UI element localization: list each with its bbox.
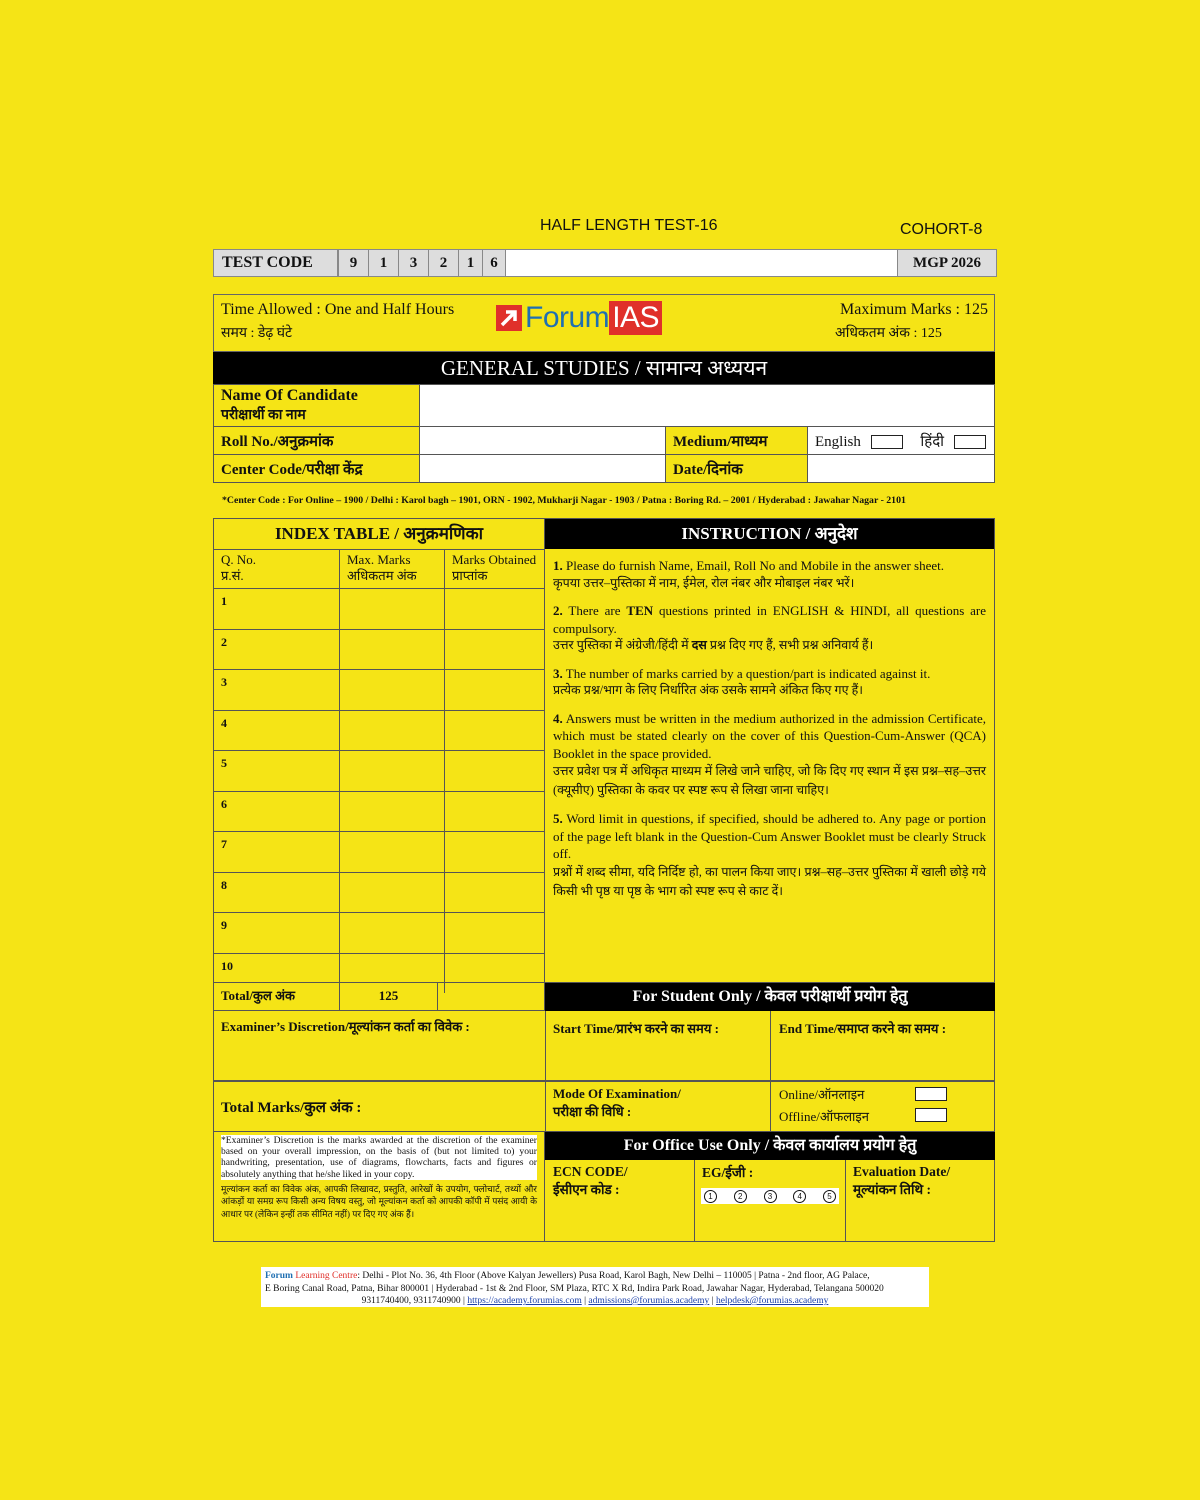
code-digit: 1	[458, 250, 482, 276]
question-number: 1	[214, 589, 340, 629]
question-number: 8	[214, 873, 340, 913]
eg-option-bubble[interactable]: 5	[823, 1190, 836, 1203]
forumias-logo	[496, 301, 662, 335]
test-title: HALF LENGTH TEST-16	[540, 217, 718, 234]
index-header-row	[214, 550, 544, 589]
top-info-box	[213, 294, 995, 352]
logo-arrow-icon	[496, 305, 522, 331]
index-rows	[214, 589, 544, 993]
discretion-note	[213, 1132, 545, 1242]
time-allowed-hindi: समय : डेढ़ घंटे	[221, 326, 293, 341]
max-marks-cell[interactable]	[340, 711, 445, 751]
marks-obtained-cell[interactable]	[445, 711, 544, 751]
divider	[845, 1160, 846, 1241]
medium-label: Medium/माध्यम	[666, 427, 808, 455]
examiner-discretion-label: Examiner’s Discretion/मूल्यांकन कर्ता का विवेक :	[221, 1019, 470, 1034]
program-label: MGP 2026	[897, 250, 996, 276]
discretion-row	[213, 1011, 995, 1081]
eg-option-bubble[interactable]: 2	[734, 1190, 747, 1203]
center-code-note: *Center Code : For Online – 1900 / Delhi : Karol bagh – 1901, ORN - 1902, Mukharji Nagar - 1903 / Patna : Boring Rd. – 2001 / Hyderabad : Jawahar Nagar - 2101	[222, 495, 906, 506]
footer-brand: Forum	[265, 1271, 293, 1281]
instruction-item: 3. The number of marks carried by a question/part is indicated against it. प्रत्येक प्रश्न/भाग के लिए निर्धारित अंक उसके सामने अंकित किए गए हैं।	[553, 665, 931, 697]
question-number: 4	[214, 711, 340, 751]
eg-options	[701, 1188, 839, 1204]
mode-label: Mode Of Examination/ परीक्षा की विधि :	[553, 1086, 681, 1119]
code-digit: 1	[368, 250, 398, 276]
logo-text-ias: IAS	[609, 301, 662, 335]
index-row	[214, 873, 544, 914]
logo-text-forum: Forum	[525, 301, 610, 334]
total-obtained-cell[interactable]	[438, 983, 544, 1010]
divider	[770, 1082, 771, 1132]
instruction-title: INSTRUCTION / अनुदेश	[545, 519, 994, 549]
question-number: 9	[214, 913, 340, 953]
total-mode-row	[213, 1081, 995, 1132]
center-label: Center Code/परीक्षा केंद्र	[214, 455, 420, 483]
index-row	[214, 630, 544, 671]
question-number: 7	[214, 832, 340, 872]
marks-obtained-cell[interactable]	[445, 792, 544, 832]
name-label-cell	[214, 385, 420, 427]
admissions-email-link[interactable]: admissions@forumias.academy	[588, 1296, 710, 1306]
instruction-item: 4. Answers must be written in the medium authorized in the admission Certificate, which must be stated clearly on the cover of this Question-Cum-Answer (QCA) Booklet in the space provided. उत्तर प्रवेश पत्र में अधिकृत माध्यम में लिखे जाने चाहिए, जो कि दिए गए स्थान में इस प्रश्न–सह–उत्तर (क्यूसीए) पुस्तिका के कवर पर स्पष्ट रूप से लिखा जाना चाहिए।	[553, 710, 986, 797]
eg-option-bubble[interactable]: 3	[764, 1190, 777, 1203]
index-row	[214, 792, 544, 833]
eg-option-bubble[interactable]: 4	[793, 1190, 806, 1203]
instruction-panel	[545, 518, 995, 983]
index-row	[214, 589, 544, 630]
test-code-bar	[213, 249, 997, 277]
max-marks: Maximum Marks : 125	[840, 301, 988, 318]
index-row	[214, 832, 544, 873]
start-time-label: Start Time/प्रारंभ करने का समय :	[553, 1021, 719, 1036]
hindi-option-label: हिंदी	[920, 433, 945, 450]
marks-obtained-cell[interactable]	[445, 630, 544, 670]
instruction-item: 2. There are TEN questions printed in ENGLISH & HINDI, all questions are compulsory. उत्तर पुस्तिका में अंग्रेजी/हिंदी में दस प्रश्न दिए गए हैं, सभी प्रश्न अनिवार्य हैं।	[553, 603, 987, 652]
academy-link[interactable]: https://academy.forumias.com	[467, 1296, 582, 1306]
marks-obtained-cell[interactable]	[445, 873, 544, 913]
index-row	[214, 913, 544, 954]
index-table	[213, 518, 545, 983]
index-row	[214, 711, 544, 752]
index-row	[214, 751, 544, 792]
max-marks-cell[interactable]	[340, 832, 445, 872]
marks-obtained-cell[interactable]	[445, 670, 544, 710]
max-marks-cell[interactable]	[340, 670, 445, 710]
end-time-label: End Time/समाप्त करने का समय :	[779, 1021, 947, 1036]
roll-label: Roll No./अनुक्रमांक	[214, 427, 420, 455]
footer-line-2: E Boring Canal Road, Patna, Bihar 800001 | Hyderabad - 1st & 2nd Floor, SM Plaza, RTC X Rd, Indira Park Road, Jawahar Nagar, Hyderabad, Telangana 500020	[265, 1283, 884, 1294]
medium-options	[808, 427, 995, 455]
subject-title: GENERAL STUDIES / सामान्य अध्ययन	[213, 352, 995, 384]
test-code-label: TEST CODE	[214, 250, 338, 276]
question-number: 5	[214, 751, 340, 791]
question-number: 10	[214, 954, 340, 994]
office-row	[545, 1160, 995, 1242]
evaluation-date-label: Evaluation Date/ मूल्यांकन तिथि :	[853, 1164, 951, 1197]
footer-brand-sub: Learning Centre	[295, 1271, 358, 1281]
index-total-row	[213, 983, 545, 1011]
max-marks-cell[interactable]	[340, 589, 445, 629]
helpdesk-email-link[interactable]: helpdesk@forumias.academy	[715, 1296, 829, 1306]
index-title: INDEX TABLE / अनुक्रमणिका	[214, 519, 544, 550]
footer-line-1: Forum Learning Centre: Delhi - Plot No. 36, 4th Floor (Above Kalyan Jewellers) Pusa Road, Karol Bagh, New Delhi – 110005 | Patna - 2nd floor, AG Palace,	[265, 1271, 870, 1281]
date-field[interactable]	[808, 455, 995, 483]
max-marks-cell[interactable]	[340, 913, 445, 953]
office-only-title: For Office Use Only / केवल कार्यालय प्रयोग हेतु	[545, 1132, 995, 1160]
divider	[545, 1011, 546, 1080]
marks-obtained-cell[interactable]	[445, 589, 544, 629]
question-number: 3	[214, 670, 340, 710]
qno-header: Q. No. प्र.सं.	[214, 550, 340, 588]
date-label: Date/दिनांक	[666, 455, 808, 483]
discretion-note-hindi: मूल्यांकन कर्ता का विवेक अंक, आपकी लिखावट, प्रस्तुति, आरेखों के उपयोग, फ्लोचार्ट, तथ्यों और आंकड़ों या समग्र रूप किसी अन्य विषय वस्तु, जो मूल्यांकन कर्ता को आपकी कॉपी में पसंद आयी के आधार पर (लेकिन इन्हीं तक सीमित नहीं) पर दिए गए अंक हैं।	[221, 1183, 537, 1219]
name-label: Name Of Candidate	[221, 387, 358, 404]
footer-line-3: 9311740400, 9311740900 | https://academy.forumias.com | admissions@forumias.academy | helpdesk@forumias.academy	[361, 1296, 829, 1306]
divider	[545, 1082, 546, 1132]
ecn-code-label: ECN CODE/ ईसीएन कोड :	[553, 1164, 628, 1197]
marks-obtained-header: Marks Obtained प्राप्तांक	[452, 552, 537, 583]
student-only-title: For Student Only / केवल परीक्षार्थी प्रयोग हेतु	[545, 983, 995, 1011]
marks-obtained-cell[interactable]	[445, 832, 544, 872]
english-option-label: English	[815, 433, 861, 450]
max-marks-cell[interactable]	[340, 873, 445, 913]
eg-option-bubble[interactable]: 1	[704, 1190, 717, 1203]
candidate-details	[213, 384, 995, 483]
code-digit: 3	[398, 250, 428, 276]
max-marks-header: Max. Marks अधिकतम अंक	[340, 550, 445, 588]
online-checkbox[interactable]	[915, 1087, 947, 1101]
name-label-hindi: परीक्षार्थी का नाम	[221, 408, 306, 423]
roll-field[interactable]	[420, 427, 666, 455]
divider	[694, 1160, 695, 1241]
center-field[interactable]	[420, 455, 666, 483]
instruction-item: 1. Please do furnish Name, Email, Roll No and Mobile in the answer sheet. कृपया उत्तर–पुस्तिका में नाम, ईमेल, रोल नंबर और मोबाइल नंबर भरें।	[553, 558, 945, 590]
eg-label: EG/ईजी :	[702, 1165, 754, 1180]
instruction-list	[545, 549, 994, 901]
code-digit: 2	[428, 250, 458, 276]
code-digit: 6	[482, 250, 506, 276]
online-option-label: Online/ऑनलाइन	[779, 1087, 865, 1102]
hindi-checkbox[interactable]	[954, 435, 986, 449]
total-value: 125	[340, 983, 438, 1010]
code-digit: 9	[338, 250, 368, 276]
divider	[770, 1011, 771, 1080]
instruction-item: 5. Word limit in questions, if specified, should be adhered to. Any page or portion of the page left blank in the Question-Cum Answer Booklet must be clearly Struck off. प्रश्नों में शब्द सीमा, यदि निर्दिष्ट हो, का पालन किया जाए। प्रश्न–सह–उत्तर पुस्तिका में खाली छोड़े गये किसी भी पृष्ठ या पृष्ठ के भाग को स्पष्ट रूप से काट दें।	[553, 811, 986, 898]
footer	[261, 1267, 929, 1307]
total-label: Total/कुल अंक	[214, 983, 340, 1010]
max-marks-cell[interactable]	[340, 630, 445, 670]
question-number: 2	[214, 630, 340, 670]
max-marks-hindi: अधिकतम अंक : 125	[835, 326, 942, 341]
marks-obtained-cell[interactable]	[445, 751, 544, 791]
offline-option-label: Offline/ऑफलाइन	[779, 1109, 870, 1124]
total-marks-label: Total Marks/कुल अंक :	[221, 1100, 362, 1116]
max-marks-cell[interactable]	[340, 792, 445, 832]
discretion-note-english: *Examiner’s Discretion is the marks awarded at the discretion of the examiner based on your overall impression, on the basis of (but not limited to) your handwriting, presentation, use of diagrams, flowcharts, facts and figures or absolutely anything that he/she liked in your copy.	[221, 1135, 537, 1180]
index-row	[214, 670, 544, 711]
question-number: 6	[214, 792, 340, 832]
name-field[interactable]	[420, 385, 995, 427]
offline-checkbox[interactable]	[915, 1108, 947, 1122]
cohort-label: COHORT-8	[900, 221, 983, 238]
test-code-digits	[338, 250, 506, 276]
max-marks-cell[interactable]	[340, 751, 445, 791]
marks-obtained-cell[interactable]	[445, 913, 544, 953]
time-allowed: Time Allowed : One and Half Hours	[221, 301, 455, 318]
english-checkbox[interactable]	[871, 435, 903, 449]
